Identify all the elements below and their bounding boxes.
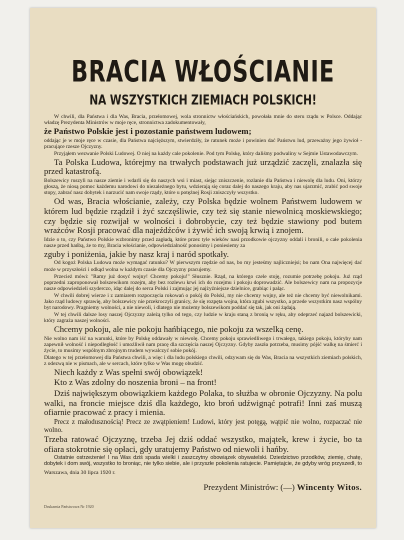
signature-name: Wincenty Witos. [296, 482, 362, 492]
paragraph-4: Przyjąłem wezwanie Polski Ludowej. O niej na każdy cale pokolenie. Pod tym Polskę, który daliśmy podwaliny w Sejmie Ustawodawczym. [54, 150, 358, 157]
signature-label: Prezydent Ministrów: (—) [203, 482, 295, 492]
paragraph-9: zguby i poniżenia, jakie by nasz kraj i naród spotkały. [44, 248, 229, 259]
proclamation-poster [30, 8, 376, 528]
poster-title: BRACIA WŁOŚCIANIE [71, 56, 335, 90]
paragraph-18: Kto z Was zdolny do noszenia broni – na front! [54, 377, 217, 388]
paragraph-1: W chwili, dla Państwa i dla Was, Bracia, przełomowej, wola stronnictw włościańskich, powołała mnie do steru rządu w Polsce. Oddając władzę Prezydenta Ministrów w moje ręce, stronnictwa zadokumentowały, [44, 114, 362, 127]
paragraph-16: Dlatego w tej przełomowej dla Państwa chwili, a więc i dla ludu polskiego chwili, odzywam się do Was, Bracia na wszystkich ziemiach polskich, z odezwą nie w pismach, ale w sercach, które tylko w Was mogę obudzić. [44, 354, 362, 367]
paragraph-20: Precz z małodusznością! Precz ze zwątpieniem! Ludowi, który jest potęgą, wątpić nie wolno, rozpaczać nie wolno. [44, 418, 362, 434]
date-line: Warszawa, dnia 30 lipca 1920 r. [44, 470, 116, 476]
paragraph-2: że Państwo Polskie jest i pozostanie państwem ludowem; [44, 126, 252, 137]
paragraph-11: Przecież mówi: "Ramy już dosyć wojny! Chcemy pokoju!" Słusznie. Rząd, na którego czele stoję, rozumie potrzebę pokoju. Już rząd poprzedni zaproponował bolszewikom rozejm, aby bez rozlewu krwi ich do rozejmu i pokoju doprowadzić. Ale bolszewicy nam na propozycje nasze odpowiedzieli szyderczo, idąc dalej do serca Polski i zajmując jej najżyźniejsze dzielnice, grabiąc i paląc. [44, 273, 362, 292]
paragraph-7: Od was, Bracia włościanie, zależy, czy Polska będzie wolnem Państwem ludowem w którem lud będzie rządził i żyć szczęśliwie, czy też się stanie niewolnicą moskiewskiego; czy będzie się rozwijał w wolności i dobrobycie, czy też będzie stawiony pod butem wrażców Rosji pracować dla najeźdźców i żywić ich swoją krwią i znojem. [44, 196, 362, 236]
paragraph-15: Nie wolno nam iść na warunki, które by Polskę oddawały w niewolę. Chcemy pokoju sprawiedliwego i trwałego, takiego pokoju, któryby nam zapewnił wolność i niepodległość i umożliwił nam pracę dla szczęścia naszej Ojczyzny. Gdyby zaszła potrzeba, musimy pójść walkę na śmierć i życie, to musimy wspólnym zbrojnym trudem wywalczyć sobie pokój. [44, 335, 362, 354]
paragraph-17: Niech każdy z Was spełni swój obowiązek! [54, 366, 204, 377]
poster-subtitle: NA WSZYSTKICH ZIEMIACH POLSKICH! [89, 93, 317, 108]
signature-line [44, 482, 362, 492]
paragraph-6: Bolszewicy ruszyli na nasze ziemie i wdarli się do naszych wsi i miast, siejąc zniszczenie, rozlanie dla Państwa i niewolę dla ludu. Oni, którzy głoszą, że niosą pomoc każdemu narodowi do niezależnego bytu, wdzierają się coraz dalej do naszego kraju, aby nas ujarzmić, zrabić pod swoje stopy, zabrać nasz dobytek i narzucić nam swoje rządy, które u potężnej Rosji zniszczyły wszystko. [44, 178, 362, 197]
paragraph-13: W tej chwili dalsze losy naszej Ojczyzny zależą tylko od tego, czy ludzie w kraju staną z bronią w ręku, aby odeprzeć najazd bolszewicki, który zagraża naszej wolności. [44, 311, 362, 324]
paragraph-21: Trzeba ratować Ojczyznę, trzeba Jej dziś oddać wszystko, majątek, krew i życie, bo ta ofiara stokrotnie się opłaci, gdy uratujemy Państwo od niewoli i hańby. [44, 434, 362, 454]
paragraph-14: Chcemy pokoju, ale nie pokoju hańbiącego, nie pokoju za wszelką cenę. [54, 323, 304, 334]
paragraph-10: Od kogoż Polska Ludowa może wymagać ratunku? W pierwszym rzędzie od nas, bo my jesteśmy najliczniejsi; bo nam Ona najwięcej dać może w przyszłości i odkąd wolna w każdym czasie dla Ojczyzny pracujemy. [44, 260, 362, 273]
paragraph-8: Idzie o to, czy Państwo Polskie wzbronimy przed zagładą, które przez tyle wieków nasi przodkowie ojczyzny oddali i bronili, o całe pokolenia nasze przed hańbą, że to my, Bracia włościanie, odpowiedzialność ponosimy i poniesiemy za [44, 236, 362, 249]
paragraph-5: Ta Polska Ludowa, którejmy na trwałych podstawach już urządzić zaczęli, znalazła się przed katastrofą. [44, 156, 362, 177]
printer-note: Drukarnia Państwowa Nr 1920 [44, 504, 94, 509]
paragraph-12: W chwili dobrej wierze i z zamiarem rozpoczęcia rokowań o pokój do Polski, my nie chcemy wojny, ale też nie chcemy być niewolnikami. Jako rząd ludowy sprawię, aby bolszewicy nie przekroczyli granicy, że się rozpęta wojna, która zgubi wszystko, a przede wszystkim nasz wspólny byt narodowy. Pragniemy wolności, a nie niewoli, i dlatego nie możemy bolszewikom poddać się tak, jak oni żądają. [44, 292, 362, 311]
poster-body [44, 114, 362, 466]
paragraph-3: oddając je w moje ręce w czasie, dla Państwa najcięższym, stwierdziły, że ratunek może i powinien dać Państwu lud, przeważny jego żywioł - pracujące rzesze Ojczyzny. [44, 137, 362, 150]
paragraph-19: Dziś największym obowiązkiem każdego Polaka, to służba w obronie Ojczyzny. Na polu walki, na froncie miejsce dziś dla każdego, kto broń udźwignąć potrafi! Inni zaś muszą ofiarnie pracować z pracy i mienia. [44, 388, 362, 418]
paragraph-22: Ostatnie ostrzeżenie! I na Was dziś spada wielki i zaszczytny obowiązek obywatelski. Dziedzictwo przodków, ziemię, chatę, dobytek i dom swój, wszystko to broniąc, nie tylko siebie, ale i przyszłe pokolenia ratujecie. Pamiętajcie, że gdyby wróg przyszedł, to [44, 455, 362, 466]
